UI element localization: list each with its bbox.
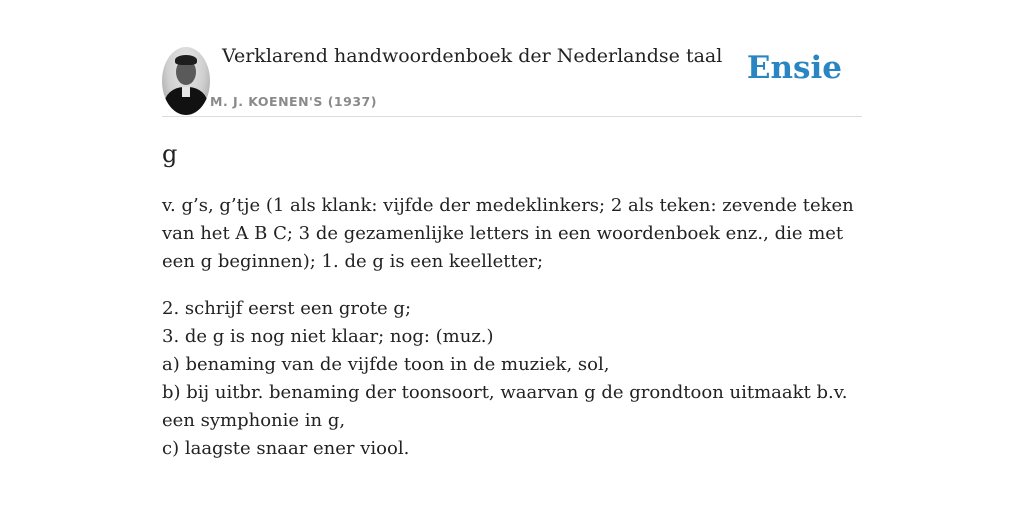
dictionary-title[interactable]: Verklarend handwoordenboek der Nederlandse taal: [222, 45, 723, 67]
sense-line: c) laagste snaar ener viool.: [162, 438, 410, 459]
ensie-logo-link[interactable]: Ensie: [746, 50, 842, 86]
sense-line: a) benaming van de vijfde toon in de muziek, sol,: [162, 354, 610, 375]
sense-line: 3. de g is nog niet klaar; nog: (muz.): [162, 326, 494, 347]
dictionary-subtitle: M. J. KOENEN'S (1937): [210, 94, 377, 109]
sense-line: 2. schrijf eerst een grote g;: [162, 298, 412, 319]
entry-senses: [162, 295, 862, 463]
sense-line: b) bij uitbr. benaming der toonsoort, waarvan g de grondtoon uitmaakt b.v. een symphonie in g,: [162, 382, 848, 431]
page-header: [162, 0, 862, 117]
page-content: [162, 0, 862, 459]
entry-headword: g: [162, 140, 178, 168]
author-portrait: [162, 47, 210, 115]
entry-definition: v. g’s, g’tje (1 als klank: vijfde der medeklinkers; 2 als teken: zevende teken van het A B C; 3 de gezamenlijke letters in een woordenboek enz., die met een g beginnen); 1. de g is een keelletter;: [162, 195, 854, 272]
